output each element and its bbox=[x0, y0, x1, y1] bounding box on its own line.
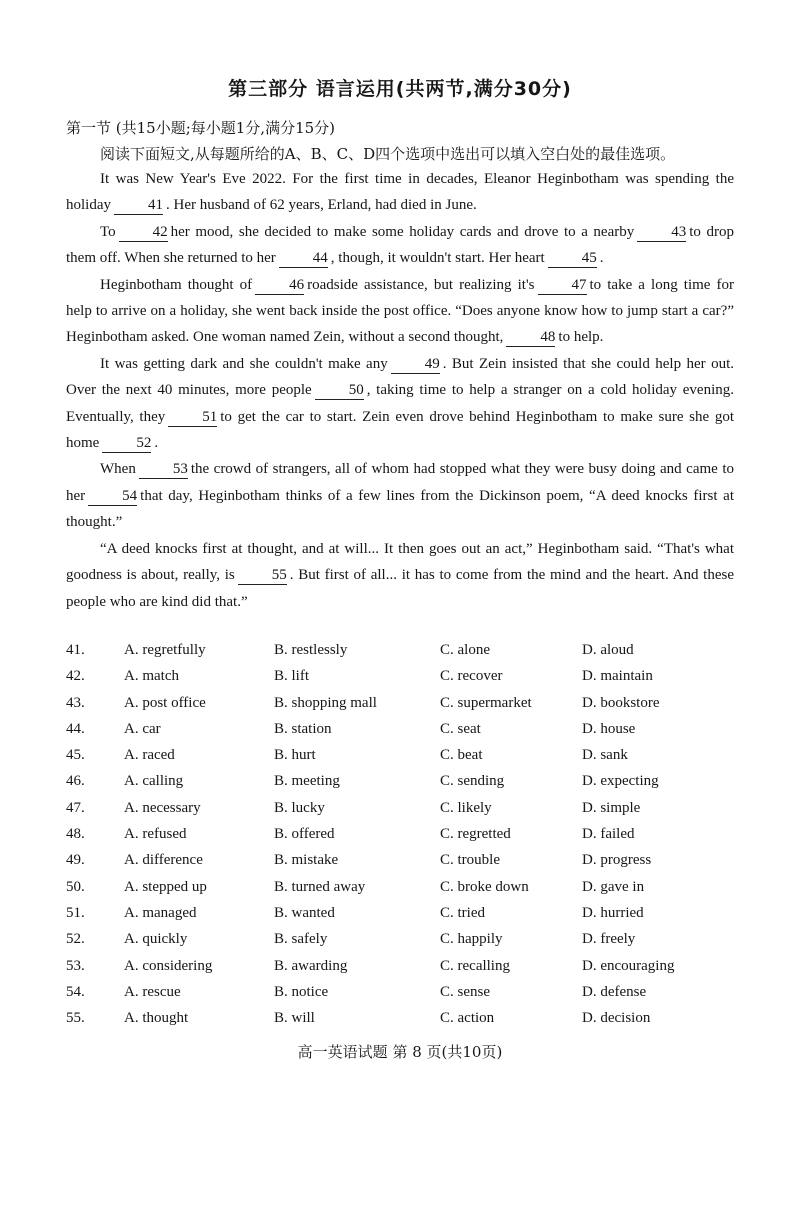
option-b: B. meeting bbox=[274, 773, 340, 790]
question-number: 45. bbox=[66, 747, 85, 764]
option-c: C. recalling bbox=[440, 957, 510, 974]
blank-41: 41 bbox=[114, 196, 163, 215]
option-row-53 bbox=[66, 958, 746, 984]
option-d: D. gave in bbox=[582, 878, 645, 895]
option-b: B. turned away bbox=[274, 878, 366, 895]
option-d: D. house bbox=[582, 720, 636, 737]
option-row-42 bbox=[66, 668, 746, 694]
option-b: B. wanted bbox=[274, 904, 335, 921]
option-d: D. progress bbox=[582, 852, 652, 869]
option-c: C. seat bbox=[440, 720, 481, 737]
option-c: C. beat bbox=[440, 747, 483, 764]
option-row-50 bbox=[66, 879, 746, 905]
option-c: C. regretted bbox=[440, 826, 511, 843]
option-b: B. notice bbox=[274, 983, 329, 1000]
option-a: A. post office bbox=[124, 694, 206, 711]
option-d: D. simple bbox=[582, 799, 641, 816]
question-number: 50. bbox=[66, 878, 85, 895]
option-a: A. difference bbox=[124, 852, 203, 869]
option-a: A. stepped up bbox=[124, 878, 207, 895]
option-b: B. station bbox=[274, 720, 332, 737]
answer-options bbox=[66, 642, 746, 1036]
paragraph-5: When 53 the crowd of strangers, all of whom had stopped what they were busy doing and came to her 54 that day, Heginbotham thinks of a few lines from the Dickinson poem, “A deed knocks first at thought.” bbox=[66, 461, 734, 531]
option-b: B. awarding bbox=[274, 957, 348, 974]
blank-51: 51 bbox=[168, 408, 217, 427]
option-b: B. lucky bbox=[274, 799, 325, 816]
option-b: B. hurt bbox=[274, 747, 316, 764]
blank-53: 53 bbox=[139, 460, 188, 479]
option-a: A. managed bbox=[124, 904, 197, 921]
option-d: D. bookstore bbox=[582, 694, 660, 711]
question-number: 49. bbox=[66, 852, 85, 869]
option-d: D. decision bbox=[582, 1010, 651, 1027]
blank-47: 47 bbox=[538, 276, 587, 295]
option-c: C. action bbox=[440, 1010, 495, 1027]
option-a: A. considering bbox=[124, 957, 213, 974]
question-number: 44. bbox=[66, 720, 85, 737]
question-number: 42. bbox=[66, 668, 85, 685]
question-number: 46. bbox=[66, 773, 85, 790]
option-d: D. aloud bbox=[582, 642, 634, 658]
option-row-49 bbox=[66, 852, 746, 878]
instructions: 阅读下面短文,从每题所给的A、B、C、D四个选项中选出可以填入空白处的最佳选项。 bbox=[100, 145, 676, 163]
blank-49: 49 bbox=[391, 355, 440, 374]
option-d: D. defense bbox=[582, 983, 647, 1000]
blank-46: 46 bbox=[255, 276, 304, 295]
question-number: 55. bbox=[66, 1010, 85, 1027]
option-a: A. thought bbox=[124, 1010, 189, 1027]
blank-43: 43 bbox=[637, 223, 686, 242]
cloze-passage bbox=[66, 166, 734, 615]
page-footer: 高一英语试题 第 8 页(共10页) bbox=[297, 1043, 503, 1061]
option-d: D. hurried bbox=[582, 904, 644, 921]
option-a: A. regretfully bbox=[124, 642, 206, 658]
blank-52: 52 bbox=[102, 434, 151, 453]
option-d: D. sank bbox=[582, 747, 628, 764]
option-row-54 bbox=[66, 984, 746, 1010]
option-row-45 bbox=[66, 747, 746, 773]
option-c: C. broke down bbox=[440, 878, 529, 895]
question-number: 43. bbox=[66, 694, 85, 711]
blank-48: 48 bbox=[506, 328, 555, 347]
question-number: 47. bbox=[66, 799, 85, 816]
question-number: 41. bbox=[66, 642, 85, 658]
question-number: 51. bbox=[66, 904, 85, 921]
option-d: D. failed bbox=[582, 826, 635, 843]
option-c: C. sending bbox=[440, 773, 505, 790]
option-row-41 bbox=[66, 642, 746, 668]
option-b: B. lift bbox=[274, 668, 310, 685]
paragraph-2: To 42 her mood, she decided to make some holiday cards and drove to a nearby 43 to drop them off. When she returned to her 44 , though, it wouldn't start. Her heart 45 . bbox=[66, 223, 734, 267]
part-title: 第三部分 语言运用(共两节,满分30分) bbox=[228, 78, 572, 100]
option-a: A. quickly bbox=[124, 931, 188, 948]
blank-42: 42 bbox=[119, 223, 168, 242]
option-row-44 bbox=[66, 721, 746, 747]
option-c: C. tried bbox=[440, 904, 485, 921]
option-b: B. will bbox=[274, 1010, 315, 1027]
paragraph-3: Heginbotham thought of 46 roadside assistance, but realizing it's 47 to take a long time for help to arrive on a holiday, she went back inside the post office. “Does anyone know how to jump start a car?” Heginbotham asked. One woman named Zein, without a second thought, 48 to help. bbox=[66, 276, 734, 346]
option-b: B. mistake bbox=[274, 852, 339, 869]
option-c: C. supermarket bbox=[440, 694, 532, 711]
blank-54: 54 bbox=[88, 487, 137, 506]
paragraph-4: It was getting dark and she couldn't make any 49 . But Zein insisted that she could help her out. Over the next 40 minutes, more people 50 , taking time to help a stranger on a cold holiday evening. Eventually, they 51 to get the car to start. Zein even drove behind Heginbotham to make sure she got home 52 . bbox=[66, 355, 734, 452]
option-c: C. sense bbox=[440, 983, 490, 1000]
question-number: 52. bbox=[66, 931, 85, 948]
option-b: B. shopping mall bbox=[274, 694, 377, 711]
option-c: C. trouble bbox=[440, 852, 500, 869]
option-c: C. happily bbox=[440, 931, 503, 948]
option-d: D. expecting bbox=[582, 773, 659, 790]
option-row-55 bbox=[66, 1010, 746, 1036]
option-row-48 bbox=[66, 826, 746, 852]
blank-44: 44 bbox=[279, 249, 328, 268]
question-number: 53. bbox=[66, 957, 85, 974]
blank-50: 50 bbox=[315, 381, 364, 400]
option-row-52 bbox=[66, 931, 746, 957]
option-row-46 bbox=[66, 773, 746, 799]
question-number: 54. bbox=[66, 983, 85, 1000]
option-a: A. necessary bbox=[124, 799, 201, 816]
option-b: B. restlessly bbox=[274, 642, 348, 658]
option-a: A. refused bbox=[124, 826, 187, 843]
option-d: D. freely bbox=[582, 931, 636, 948]
option-row-43 bbox=[66, 695, 746, 721]
option-row-47 bbox=[66, 800, 746, 826]
blank-55: 55 bbox=[238, 566, 287, 585]
option-c: C. alone bbox=[440, 642, 490, 658]
question-number: 48. bbox=[66, 826, 85, 843]
option-a: A. raced bbox=[124, 747, 175, 764]
option-c: C. recover bbox=[440, 668, 503, 685]
section-heading: 第一节 (共15小题;每小题1分,满分15分) bbox=[66, 119, 336, 137]
option-a: A. car bbox=[124, 720, 161, 737]
paragraph-1: It was New Year's Eve 2022. For the first time in decades, Eleanor Heginbotham was spending the holiday 41 . Her husband of 62 years, Erland, had died in June. bbox=[66, 171, 734, 214]
option-a: A. rescue bbox=[124, 983, 181, 1000]
option-d: D. encouraging bbox=[582, 957, 675, 974]
blank-45: 45 bbox=[548, 249, 597, 268]
paragraph-6: “A deed knocks first at thought, and at will... It then goes out an act,” Heginbotham said. “That's what goodness is about, really, is 55 . But first of all... it has to come from the mind and the heart. And these people who are kind did that.” bbox=[66, 540, 734, 610]
option-a: A. calling bbox=[124, 773, 184, 790]
option-c: C. likely bbox=[440, 799, 492, 816]
option-a: A. match bbox=[124, 668, 179, 685]
option-b: B. offered bbox=[274, 826, 335, 843]
option-row-51 bbox=[66, 905, 746, 931]
option-b: B. safely bbox=[274, 931, 328, 948]
option-d: D. maintain bbox=[582, 668, 653, 685]
